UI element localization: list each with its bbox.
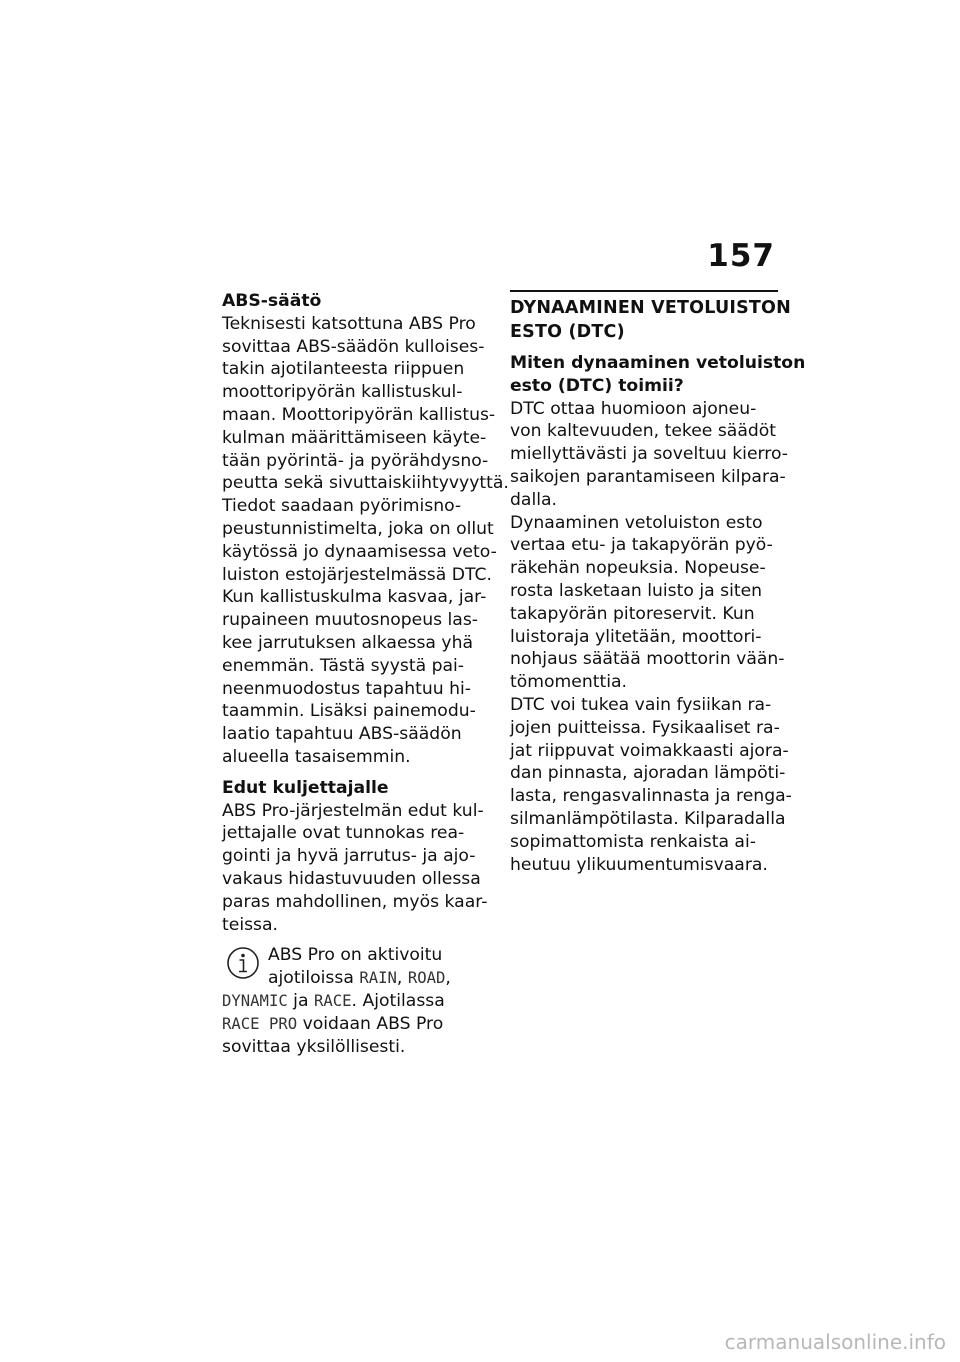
watermark-footer: carmanualsonline.info [724,1330,946,1354]
text-line: ESTO (DTC) [510,322,625,342]
text-line: jat riippuvat voimakkaasti ajora- [510,740,789,761]
mode-dynamic: DYNAMIC [222,991,288,1010]
text-line: vertaa etu- ja takapyörän pyö- [510,535,773,556]
text-line: ABS Pro-järjestelmän edut kul- [222,800,484,821]
text-line: enemmän. Tästä syystä pai- [222,655,464,676]
section-title-benefits: Edut kuljettajalle [222,777,389,798]
text-line: DYNAAMINEN VETOLUISTON [510,298,791,318]
text-line: DTC ottaa huomioon ajoneu- [510,398,757,419]
text-line: von kaltevuuden, tekee säädöt [510,421,777,442]
text-line: Tiedot saadaan pyörimisno- [222,496,462,517]
text-line: Dynaaminen vetoluiston esto [510,512,763,533]
mode-rain: RAIN [359,969,397,988]
text-line: luiston estojärjestelmässä DTC. [222,564,492,585]
text-line: nohjaus säätää moottorin vään- [510,649,785,670]
text-line: vakaus hidastuvuuden ollessa [222,868,481,889]
text-line: dan pinnasta, ajoradan lämpöti- [510,763,786,784]
note-line: DYNAMIC ja RACE. Ajotilassa [222,990,445,1011]
text-line: takapyörän pitoreservit. Kun [510,603,755,624]
note-line: sovittaa yksilöllisesti. [222,1036,406,1057]
text-line: taammin. Lisäksi painemodu- [222,701,476,722]
mode-race: RACE [313,991,352,1010]
text-line: gointi ja hyvä jarrutus- ja ajo- [222,846,476,867]
text-line: peustunnistimelta, joka on ollut [222,518,494,539]
text-line: DTC voi tukea vain fysiikan ra- [510,694,772,715]
note-line: ABS Pro on aktivoitu [268,945,443,966]
text-line: laatio tapahtuu ABS-säädön [222,724,462,745]
text-line: sovittaa ABS-säädön kulloises- [222,336,485,357]
text-line: silmanlämpötilasta. Kilparadalla [510,808,786,829]
paragraph [510,694,792,876]
sub-heading-dtc [510,352,806,398]
text-line: moottoripyörän kallistuskul- [222,382,463,403]
paragraph [222,586,492,768]
text-line: maan. Moottoripyörän kallistus- [222,404,496,425]
note-line: ajotiloissa RAIN, ROAD, [268,968,451,989]
paragraph [510,512,785,694]
text-line: rupaineen muutosnopeus las- [222,610,478,631]
text-line: takin ajotilanteesta riippuen [222,359,465,380]
text-line: kee jarrutuksen alkaessa yhä [222,632,474,653]
text-line: miellyttävästi ja soveltuu kierro- [510,444,789,465]
text-line: sopimattomista renkaista ai- [510,831,756,852]
text-line: käytössä jo dynaamisessa veto- [222,541,497,562]
text-line: neenmuodostus tapahtuu hi- [222,678,471,699]
mode-road: ROAD [407,969,446,988]
text-line: rosta lasketaan luisto ja siten [510,580,763,601]
left-column [222,290,509,1058]
paragraph [222,313,509,587]
section-title-abs: ABS-säätö [222,291,322,311]
text-line: Teknisesti katsottuna ABS Pro [222,313,476,334]
mode-race-pro: RACE PRO [222,1014,298,1033]
page-number: 157 [707,238,775,274]
text-line: kulman määrittämiseen käyte- [222,427,487,448]
main-heading-dtc [510,290,791,344]
text-line: esto (DTC) toimii? [510,375,684,396]
paragraph [510,398,789,512]
text-line: alueella tasaisemmin. [222,746,411,767]
text-line: dalla. [510,489,557,510]
text-line: heutuu ylikuumentumisvaara. [510,854,768,875]
text-line: räkehän nopeuksia. Nopeuse- [510,558,766,579]
text-line: tömomenttia. [510,672,627,693]
text-line: Kun kallistuskulma kasvaa, jar- [222,587,487,608]
paragraph [222,800,492,937]
text-line: luistoraja ylitetään, moottori- [510,626,762,647]
info-icon [226,946,260,980]
text-line: teissa. [222,914,278,935]
text-line: Miten dynaaminen vetoluiston [510,353,806,373]
text-line: jojen puitteissa. Fysikaaliset ra- [510,717,780,738]
text-line: lasta, rengasvalinnasta ja renga- [510,786,792,807]
text-line: jettajalle ovat tunnokas rea- [222,823,465,844]
text-line: tään pyörintä- ja pyörähdysno- [222,450,489,471]
text-line: peutta sekä sivuttaiskiihtyvyyttä. [222,473,509,494]
text-line: paras mahdollinen, myös kaar- [222,891,488,912]
info-note [222,944,492,1058]
note-line: RACE PRO voidaan ABS Pro [222,1013,444,1034]
text-line: saikojen parantamiseen kilpara- [510,466,786,487]
right-column [510,290,806,876]
